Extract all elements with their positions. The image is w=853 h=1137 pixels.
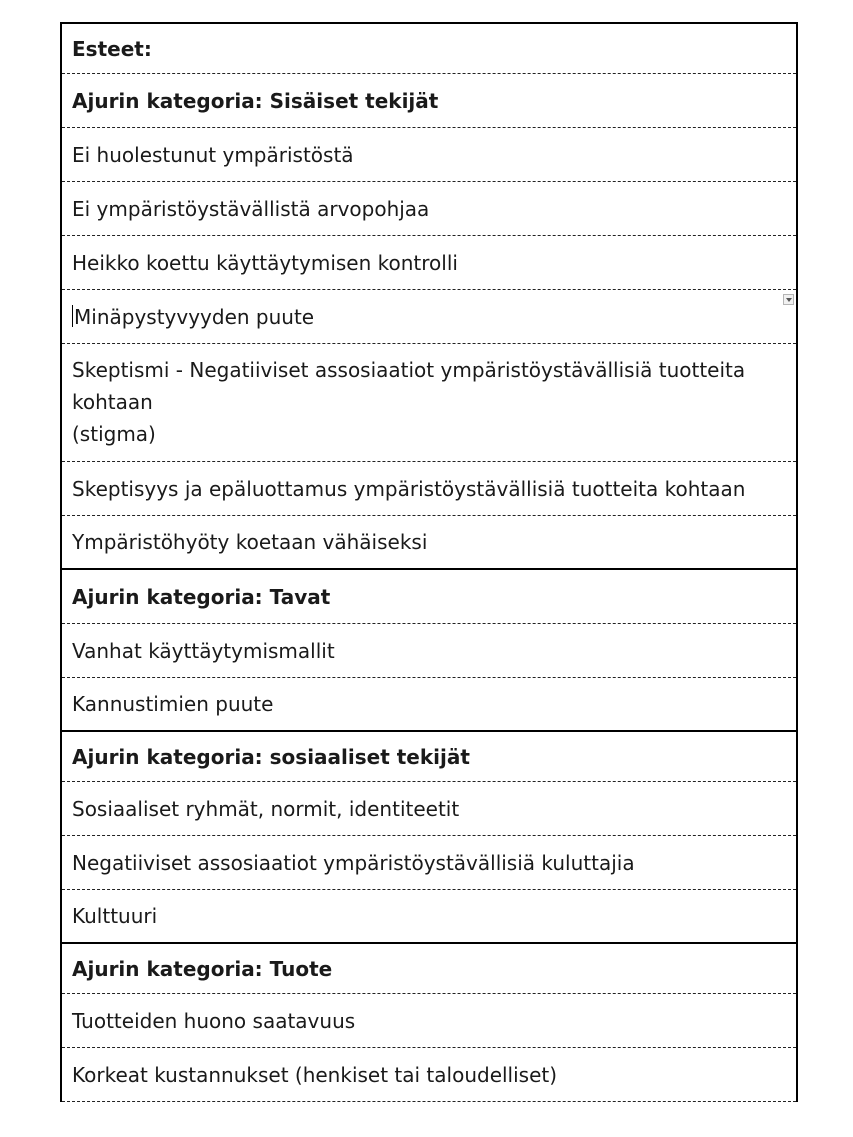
category-label: Ajurin kategoria: Tuote	[72, 956, 333, 981]
text-cursor	[72, 305, 73, 327]
row-label: Vanhat käyttäytymismallit	[72, 638, 335, 663]
category-social-factors[interactable]	[62, 732, 796, 782]
row-label: Tuotteiden huono saatavuus	[72, 1008, 356, 1033]
category-label: Ajurin kategoria: sosiaaliset tekijät	[72, 744, 470, 769]
table-row[interactable]	[62, 678, 796, 732]
chevron-down-icon[interactable]	[783, 294, 794, 305]
row-label: Ei ympäristöystävällistä arvopohjaa	[72, 196, 430, 221]
row-label: Minäpystyvyyden puute	[74, 304, 315, 329]
category-product[interactable]	[62, 944, 796, 994]
row-label-multiline	[72, 354, 745, 450]
category-internal-factors[interactable]	[62, 74, 796, 128]
row-label-line-2: kohtaan	[72, 390, 153, 414]
row-label: Ympäristöhyöty koetaan vähäiseksi	[72, 530, 428, 554]
row-label-line-1: Skeptismi - Negatiiviset assosiaatiot ympäristöystävällisiä tuotteita	[72, 358, 746, 382]
table-row[interactable]	[62, 994, 796, 1048]
table-row-multiline[interactable]	[62, 344, 796, 462]
row-label: Sosiaaliset ryhmät, normit, identiteetit	[72, 796, 460, 821]
category-label: Ajurin kategoria: Sisäiset tekijät	[72, 88, 439, 113]
table-row[interactable]	[62, 128, 796, 182]
table-row[interactable]	[62, 624, 796, 678]
table-row[interactable]	[62, 182, 796, 236]
row-label: Ei huolestunut ympäristöstä	[72, 142, 354, 167]
table-header-esteet[interactable]	[62, 24, 796, 74]
table-row[interactable]	[62, 1048, 796, 1102]
category-habits[interactable]	[62, 570, 796, 624]
row-label: Heikko koettu käyttäytymisen kontrolli	[72, 250, 458, 275]
table-row[interactable]	[62, 516, 796, 570]
category-label: Ajurin kategoria: Tavat	[72, 584, 331, 609]
table-row-active[interactable]	[62, 290, 796, 344]
row-label: Negatiiviset assosiaatiot ympäristöystävällisiä kuluttajia	[72, 850, 635, 875]
table-row[interactable]	[62, 836, 796, 890]
row-label: Skeptisyys ja epäluottamus ympäristöystävällisiä tuotteita kohtaan	[72, 476, 746, 501]
table-row[interactable]	[62, 890, 796, 944]
row-label: Korkeat kustannukset (henkiset tai taloudelliset)	[72, 1062, 558, 1087]
row-label: Kulttuuri	[72, 904, 158, 928]
table-row[interactable]	[62, 236, 796, 290]
row-label: Kannustimien puute	[72, 692, 274, 716]
table-row[interactable]	[62, 782, 796, 836]
table-row[interactable]	[62, 462, 796, 516]
barriers-table	[60, 22, 798, 1102]
header-label: Esteet:	[72, 36, 152, 61]
row-label-line-3: (stigma)	[72, 422, 156, 446]
